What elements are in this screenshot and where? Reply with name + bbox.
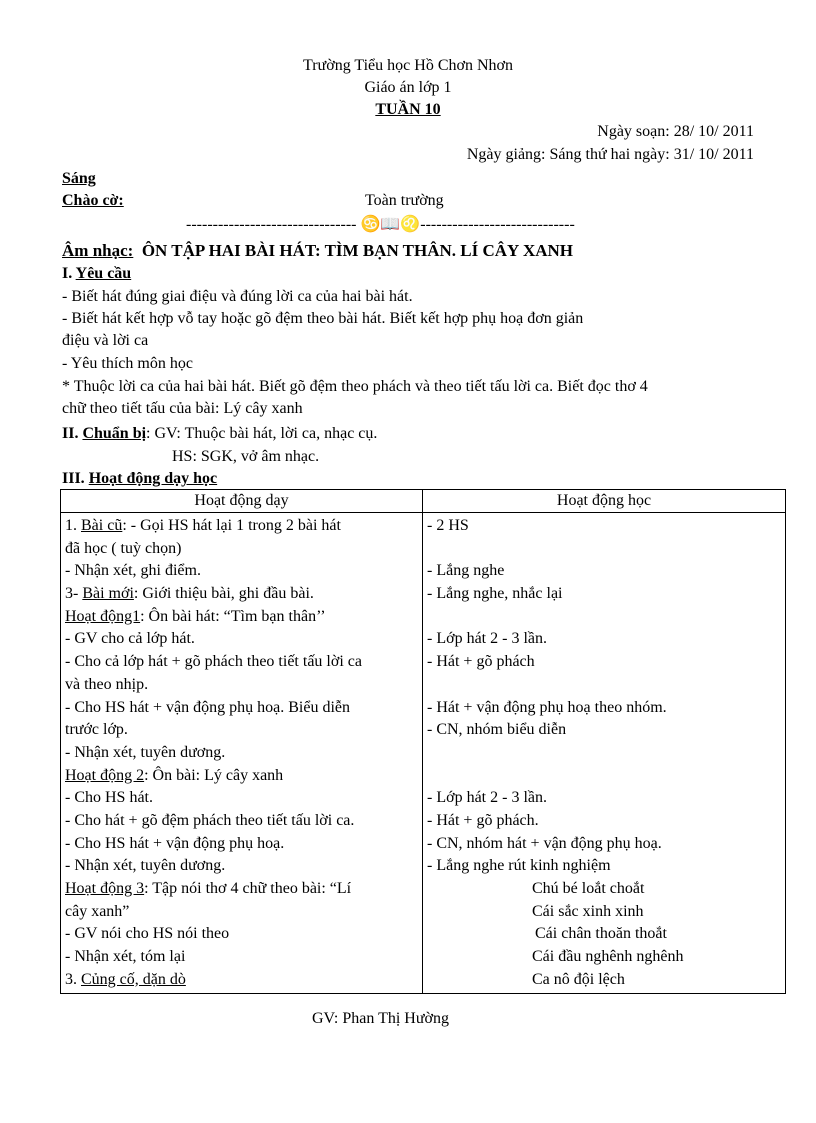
prep-date: Ngày soạn: 28/ 10/ 2011: [597, 123, 754, 140]
teacher-activity-line: [65, 538, 418, 561]
teacher-activity-line: [65, 560, 418, 583]
activity-text: - GV cho cả lớp hát.: [65, 630, 195, 648]
student-activities-cell: [423, 513, 786, 994]
teacher-activity-line: [65, 833, 418, 856]
preparation-title: Chuẩn bị: [82, 425, 147, 442]
student-activity-line: - CN, nhóm biểu diễn: [427, 721, 567, 739]
activity-text: - Nhận xét, tóm lại: [65, 948, 186, 966]
preparation-hs: HS: SGK, vở âm nhạc.: [172, 448, 320, 465]
activity-text: : Tập nói thơ 4 chữ theo bài: “Lí: [144, 880, 352, 897]
session-label: Sáng: [62, 170, 96, 187]
teacher-activity-line: [65, 946, 418, 969]
teacher-activity-line: [65, 878, 418, 901]
teacher-activity-line: [65, 697, 418, 720]
week-title: TUẦN 10: [375, 101, 441, 118]
activity-prefix: 3.: [65, 970, 81, 988]
activity-text: trước lớp.: [65, 721, 128, 739]
teacher-activity-line: [65, 742, 418, 765]
poem-lines: [427, 878, 781, 991]
preparation-number: II.: [62, 425, 79, 442]
activity-underlined: Hoạt động1: [65, 607, 141, 625]
requirement-line: - Biết hát kết hợp vỗ tay hoặc gõ đệm theo bài hát. Biết kết hợp phụ hoạ đơn giản: [62, 310, 584, 327]
activity-text: - Cho HS hát + vận động phụ hoạ.: [65, 834, 285, 852]
teacher-activity-line: [65, 765, 418, 788]
activity-underlined: Củng cố, dặn dò: [81, 970, 186, 988]
music-heading: [62, 240, 573, 262]
activity-text: - Cho HS hát + vận động phụ hoạ. Biểu diễn: [65, 698, 350, 716]
activity-text: - Nhận xét, ghi điểm.: [65, 562, 201, 580]
student-activity-line: [427, 674, 781, 697]
activity-underlined: Hoạt động 2: [65, 766, 145, 784]
poem-line: Cái đầu nghênh nghênh: [532, 948, 684, 966]
student-activity-line: [427, 765, 781, 788]
activity-text: - Nhận xét, tuyên dương.: [65, 857, 226, 875]
lesson-plan-grade: Giáo án lớp 1: [364, 79, 452, 96]
activity-underlined: Hoạt động 3: [65, 880, 145, 897]
student-activity-line: - Lớp hát 2 - 3 lần.: [427, 630, 547, 648]
teacher-activity-line: [65, 787, 418, 810]
student-activity-line: [427, 538, 781, 561]
table-header-row: [61, 490, 786, 513]
student-activity-line: - CN, nhóm hát + vận động phụ hoạ.: [427, 834, 662, 852]
activity-text: - GV nói cho HS nói theo: [65, 925, 230, 943]
student-column-header: Hoạt động học: [423, 490, 786, 513]
teacher-activities-list: [65, 515, 418, 991]
school-name: Trường Tiểu học Hồ Chơn Nhơn: [303, 57, 513, 74]
music-label: Âm nhạc:: [62, 241, 134, 260]
teacher-activities-cell: [61, 513, 423, 994]
student-activity-line: - Hát + gõ phách.: [427, 811, 539, 829]
activities-number: III.: [62, 470, 85, 487]
student-activity-line: - Hát + vận động phụ hoạ theo nhóm.: [427, 698, 667, 716]
teacher-activity-line: [65, 628, 418, 651]
activities-title: Hoạt động dạy học: [88, 470, 218, 487]
activity-underlined: Bài cũ: [81, 517, 123, 534]
poem-line: Ca nô đội lệch: [532, 970, 625, 988]
requirement-line: * Thuộc lời ca của hai bài hát. Biết gõ đệm theo phách và theo tiết tấu lời ca. Biết đọc thơ 4: [62, 378, 648, 395]
requirement-line: - Yêu thích môn học: [62, 355, 193, 372]
student-activity-line: - Lắng nghe, nhắc lại: [427, 585, 563, 603]
activity-text: : Ôn bài hát: “Tìm bạn thân’’: [140, 607, 326, 625]
teacher-activity-line: [65, 719, 418, 742]
teacher-activity-line: [65, 969, 418, 992]
activity-prefix: 1.: [65, 517, 81, 534]
music-title: ÔN TẬP HAI BÀI HÁT: TÌM BẠN THÂN. LÍ CÂY XANH: [141, 241, 574, 260]
preparation-gv: : GV: Thuộc bài hát, lời ca, nhạc cụ.: [146, 425, 378, 442]
requirement-line: chữ theo tiết tấu của bài: Lý cây xanh: [62, 400, 303, 417]
activity-prefix: 3-: [65, 585, 83, 603]
activity-underlined: Bài mới: [82, 585, 134, 603]
activities-heading: [62, 468, 217, 490]
teacher-signature: GV: Phan Thị Hường: [312, 1010, 449, 1027]
activity-text: cây xanh”: [65, 902, 130, 920]
activity-text: đã học ( tuỳ chọn): [65, 539, 182, 557]
activity-text: và theo nhịp.: [65, 675, 149, 693]
requirements-heading: [62, 263, 131, 285]
student-activity-line: - Lớp hát 2 - 3 lần.: [427, 789, 547, 807]
activity-text: : Ôn bài: Lý cây xanh: [144, 766, 284, 784]
teacher-activity-line: [65, 674, 418, 697]
teacher-activity-line: [65, 810, 418, 833]
teacher-activity-line: [65, 515, 418, 538]
teacher-activity-line: [65, 901, 418, 924]
activity-text: - Cho HS hát.: [65, 789, 153, 807]
teacher-activity-line: [65, 606, 418, 629]
teacher-activity-line: [65, 855, 418, 878]
activity-text: - Cho hát + gõ đệm phách theo tiết tấu lời ca.: [65, 811, 355, 829]
teacher-activity-line: [65, 923, 418, 946]
table-body-row: [61, 513, 786, 994]
teacher-activity-line: [65, 583, 418, 606]
student-activity-line: [427, 606, 781, 629]
poem-line: Cái chân thoăn thoắt: [535, 925, 667, 943]
activity-text: - Cho cả lớp hát + gõ phách theo tiết tấu lời ca: [65, 653, 362, 671]
requirements-number: I.: [62, 265, 73, 282]
activity-text: - Nhận xét, tuyên dương.: [65, 743, 226, 761]
teacher-activity-line: [65, 651, 418, 674]
poem-line: Cái sắc xinh xinh: [532, 902, 644, 920]
section-divider: -------------------------------- ♋📖♌-----------------------------: [186, 216, 575, 233]
chao-co-label: Chào cờ:: [62, 192, 124, 209]
chao-co-value: Toàn trường: [365, 192, 444, 209]
student-activity-line: - 2 HS: [427, 517, 469, 534]
requirement-line: điệu và lời ca: [62, 332, 149, 349]
requirements-title: Yêu cầu: [75, 265, 132, 282]
preparation-heading: [62, 423, 377, 445]
activity-text: : - Gọi HS hát lại 1 trong 2 bài hát: [122, 517, 341, 534]
activity-text: : Giới thiệu bài, ghi đầu bài.: [133, 585, 314, 603]
teacher-column-header: Hoạt động dạy: [61, 490, 423, 513]
student-activity-line: - Hát + gõ phách: [427, 653, 535, 671]
activities-table: [60, 489, 786, 994]
student-activity-line: - Lắng nghe rút kinh nghiệm: [427, 857, 611, 875]
student-activities-list: [427, 515, 781, 878]
student-activity-line: [427, 742, 781, 765]
teach-date: Ngày giảng: Sáng thứ hai ngày: 31/ 10/ 2011: [466, 146, 754, 163]
requirement-line: - Biết hát đúng giai điệu và đúng lời ca của hai bài hát.: [62, 288, 413, 305]
poem-line: Chú bé loắt choắt: [532, 880, 645, 897]
student-activity-line: - Lắng nghe: [427, 562, 505, 580]
